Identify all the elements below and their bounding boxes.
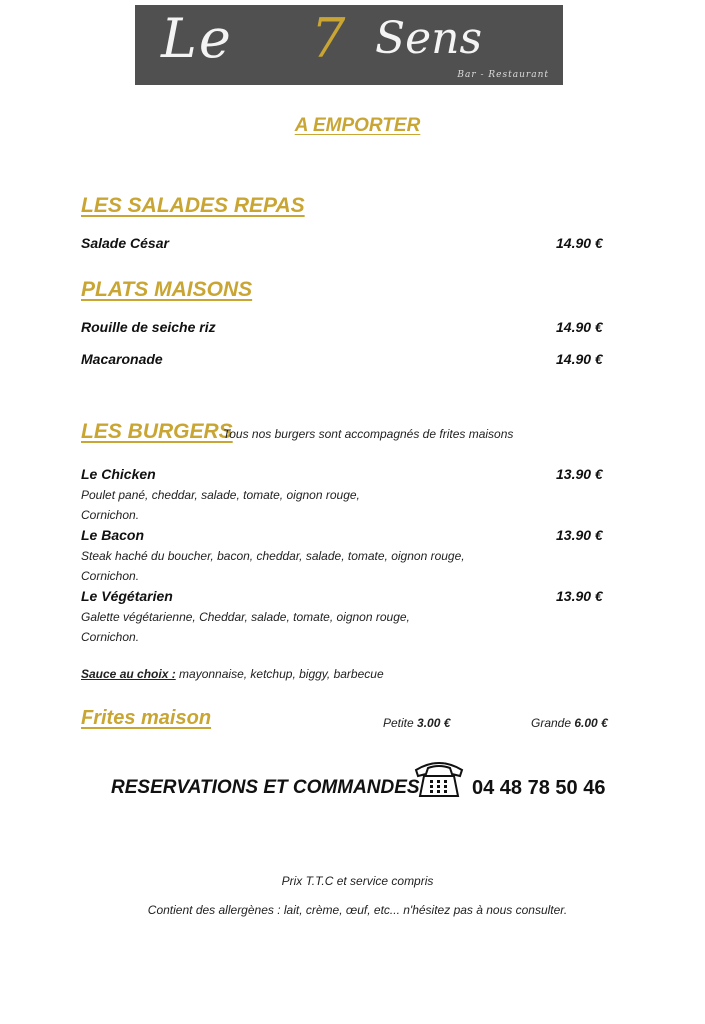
menu-item-price: 14.90 € xyxy=(556,319,603,335)
frites-petite xyxy=(383,716,450,730)
telephone-icon xyxy=(410,758,468,800)
menu-item-name: Salade César xyxy=(81,235,169,251)
menu-item-description: Poulet pané, cheddar, salade, tomate, oignon rouge, xyxy=(81,488,360,502)
menu-item-name: Le Chicken xyxy=(81,466,156,482)
logo-word-sens: Sens xyxy=(375,13,483,64)
logo-word-le: Le xyxy=(161,7,233,70)
footer-prix: Prix T.T.C et service compris xyxy=(281,874,434,888)
frites-petite-price: 3.00 € xyxy=(417,716,451,730)
logo-subtitle: Bar - Restaurant xyxy=(457,70,549,80)
menu-item-name: Macaronade xyxy=(81,351,163,367)
reservations-label: RESERVATIONS ET COMMANDES xyxy=(111,777,420,798)
frites-grande-label: Grande xyxy=(531,716,572,730)
section-title-frites: Frites maison xyxy=(81,707,212,729)
sauce-label: Sauce au choix : xyxy=(81,667,176,681)
footer-allergenes: Contient des allergènes : lait, crème, œuf, etc... n'hésitez pas à nous consulter. xyxy=(147,903,568,917)
menu-item-price: 13.90 € xyxy=(556,588,603,604)
menu-item-description: Galette végétarienne, Cheddar, salade, tomate, oignon rouge, xyxy=(81,610,410,624)
menu-item-name: Rouille de seiche riz xyxy=(81,319,216,335)
restaurant-logo xyxy=(135,5,563,85)
section-title-burgers: LES BURGERS xyxy=(81,420,233,443)
sauce-line xyxy=(81,667,384,681)
menu-item-description: Cornichon. xyxy=(81,508,140,522)
menu-item-price: 13.90 € xyxy=(556,527,603,543)
menu-item-name: Le Bacon xyxy=(81,527,145,543)
menu-item-description: Cornichon. xyxy=(81,569,140,583)
page-title: A EMPORTER xyxy=(294,115,421,136)
frites-grande-price: 6.00 € xyxy=(574,716,608,730)
menu-item-description: Cornichon. xyxy=(81,630,140,644)
logo-word-7: 7 xyxy=(311,7,346,70)
frites-grande xyxy=(531,716,608,730)
menu-item-price: 14.90 € xyxy=(556,351,603,367)
burgers-note: Tous nos burgers sont accompagnés de frites maisons xyxy=(223,427,514,441)
menu-item-price: 14.90 € xyxy=(556,235,603,251)
section-title-salades: LES SALADES REPAS xyxy=(81,194,305,217)
section-title-plats: PLATS MAISONS xyxy=(81,278,253,301)
phone-number: 04 48 78 50 46 xyxy=(472,777,606,799)
sauce-list: mayonnaise, ketchup, biggy, barbecue xyxy=(175,667,384,681)
menu-item-description: Steak haché du boucher, bacon, cheddar, salade, tomate, oignon rouge, xyxy=(81,549,465,563)
menu-item-name: Le Végétarien xyxy=(81,588,173,604)
frites-petite-label: Petite xyxy=(383,716,414,730)
menu-item-price: 13.90 € xyxy=(556,466,603,482)
